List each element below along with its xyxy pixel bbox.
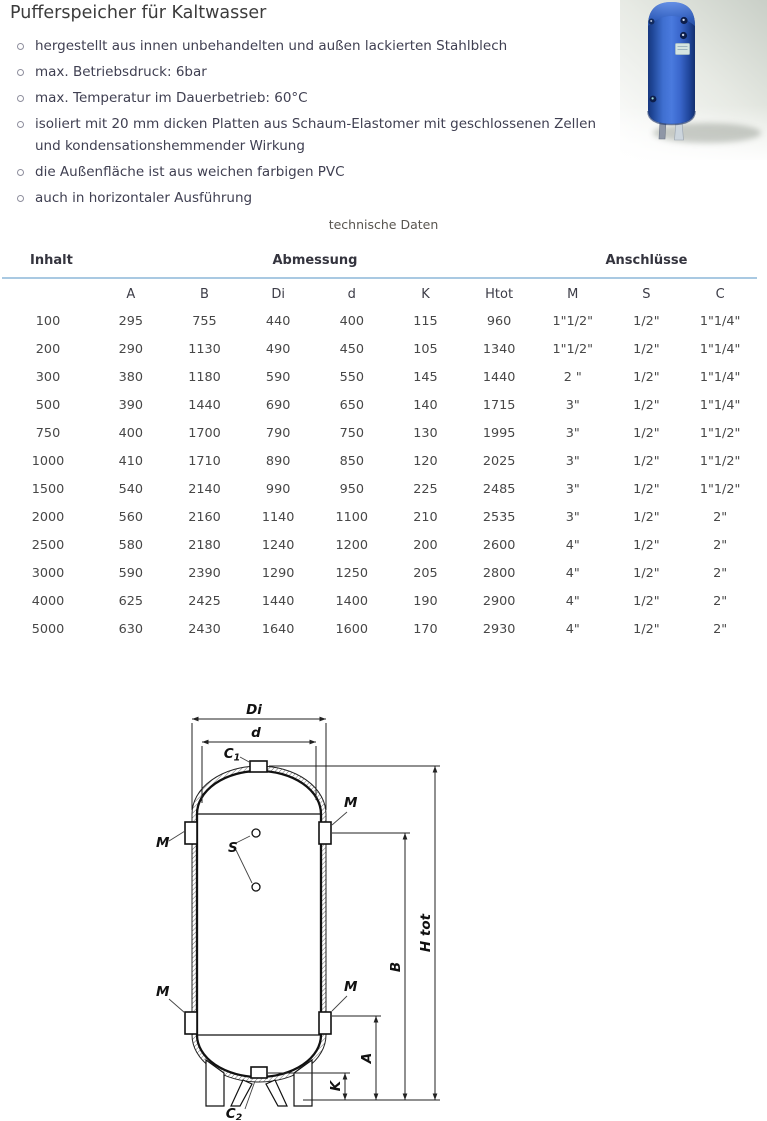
table-row: 100 295 755 440 400 115 960 1"1/2" 1/2" 1"1/4": [2, 308, 757, 336]
tank-shadow: [653, 123, 761, 143]
fitting-c2: [251, 1067, 267, 1078]
table-row: 200 290 1130 490 450 105 1340 1"1/2" 1/2" 1"1/4": [2, 336, 757, 364]
tank-image: [648, 2, 695, 140]
feature-text: hergestellt aus innen unbehandelten und außen lackierten Stahlblech: [35, 38, 508, 54]
feature-item: [14, 187, 614, 209]
feature-text: isoliert mit 20 mm dicken Platten aus Schaum-Elastomer mit geschlossenen Zellen und kondensationshemmender Wirkung: [35, 116, 597, 154]
col-header-c: C: [715, 287, 725, 302]
label-m-lower-right: M: [344, 979, 358, 995]
col-header-m: M: [567, 287, 579, 302]
col-header-di: Di: [271, 287, 285, 302]
fitting-m-upper-left: [185, 822, 197, 844]
cell-inhalt: 750: [35, 426, 61, 441]
cell-inhalt: 500: [35, 398, 61, 413]
col-header-b: B: [200, 287, 209, 302]
group-header-anschluesse: Anschlüsse: [536, 247, 757, 278]
cell-inhalt: 300: [35, 370, 61, 385]
product-photo: [620, 0, 767, 160]
feature-item: [14, 87, 614, 109]
table-row: 750 400 1700 790 750 130 1995 3" 1/2" 1"1/2": [2, 420, 757, 448]
cell-inhalt: 2000: [31, 510, 65, 525]
feature-text: auch in horizontaler Ausführung: [35, 190, 253, 206]
table-row: 500 390 1440 690 650 140 1715 3" 1/2" 1"1/4": [2, 392, 757, 420]
table-row: 300 380 1180 590 550 145 1440 2 " 1/2" 1"1/4": [2, 364, 757, 392]
feature-item: [14, 161, 614, 183]
table-row: 4000 625 2425 1440 1400 190 2900 4" 1/2" 2": [2, 588, 757, 616]
label-s: S: [228, 840, 238, 856]
technical-data-table: [2, 247, 757, 644]
table-row: 5000 630 2430 1640 1600 170 2930 4" 1/2" 2": [2, 616, 757, 644]
label-a: A: [359, 1052, 375, 1064]
label-m-lower-left: M: [156, 984, 170, 1000]
cell-inhalt: 1500: [31, 482, 65, 497]
feature-item: [14, 113, 614, 157]
label-b: B: [388, 961, 404, 973]
label-htot: H tot: [418, 913, 434, 953]
page-title: Pufferspeicher für Kaltwasser: [10, 3, 267, 23]
bullet-icon: [17, 169, 24, 176]
table-group-header-row: [2, 247, 757, 278]
bullet-icon: [17, 69, 24, 76]
feature-list: [14, 35, 614, 213]
col-header-a: A: [126, 287, 136, 302]
fitting-m-lower-right: [319, 1012, 331, 1034]
cell-inhalt: 100: [35, 314, 61, 329]
cell-inhalt: 200: [35, 342, 61, 357]
label-m-upper-left: M: [156, 835, 170, 851]
bullet-icon: [17, 95, 24, 102]
cell-inhalt: 1000: [31, 454, 65, 469]
label-c2: C2: [225, 1106, 243, 1120]
cell-inhalt: 3000: [31, 566, 65, 581]
tank-outline: [192, 766, 326, 1082]
col-header-empty: [2, 278, 94, 308]
col-header-htot: Htot: [485, 287, 514, 302]
col-header-d: d: [347, 287, 356, 302]
feature-item: [14, 61, 614, 83]
bullet-icon: [17, 195, 24, 202]
table-row: 3000 590 2390 1290 1250 205 2800 4" 1/2" 2": [2, 560, 757, 588]
cell-inhalt: 4000: [31, 594, 65, 609]
table-row: 1000 410 1710 890 850 120 2025 3" 1/2" 1"1/2": [2, 448, 757, 476]
feature-text: max. Betriebsdruck: 6bar: [35, 64, 207, 80]
technical-diagram: [148, 690, 468, 1120]
label-d: d: [251, 725, 261, 741]
tank-label: [676, 44, 690, 55]
bullet-icon: [17, 43, 24, 50]
label-di: Di: [246, 702, 262, 718]
label-c1: C1: [223, 746, 241, 764]
group-header-abmessung: Abmessung: [94, 247, 536, 278]
fitting-m-lower-left: [185, 1012, 197, 1034]
label-m-upper-right: M: [344, 795, 358, 811]
label-k: K: [328, 1080, 344, 1092]
table-column-header-row: [2, 278, 757, 308]
col-header-k: K: [421, 287, 430, 302]
col-header-s: S: [642, 287, 651, 302]
group-header-inhalt: Inhalt: [2, 247, 94, 278]
feature-text: die Außenfläche ist aus weichen farbigen PVC: [35, 164, 345, 180]
feature-text: max. Temperatur im Dauerbetrieb: 60°C: [35, 90, 308, 106]
table-row: 2000 560 2160 1140 1100 210 2535 3" 1/2" 2": [2, 504, 757, 532]
cell-inhalt: 5000: [31, 622, 65, 637]
feature-item: [14, 35, 614, 57]
cell-inhalt: 2500: [31, 538, 65, 553]
bullet-icon: [17, 121, 24, 128]
section-heading: technische Daten: [328, 217, 439, 232]
fitting-m-upper-right: [319, 822, 331, 844]
fitting-c1: [250, 761, 267, 772]
table-row: 2500 580 2180 1240 1200 200 2600 4" 1/2" 2": [2, 532, 757, 560]
table-row: 1500 540 2140 990 950 225 2485 3" 1/2" 1"1/2": [2, 476, 757, 504]
